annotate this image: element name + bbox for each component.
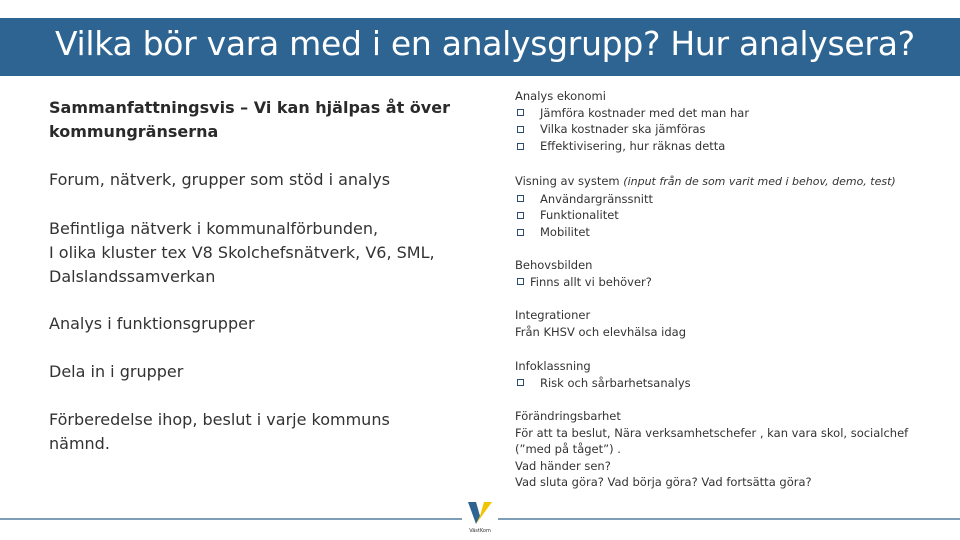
block-heading: Visning av system (input från de som varit med i behov, demo, test) xyxy=(515,174,896,188)
list-item: Mobilitet xyxy=(515,224,896,241)
list-item: Finns allt vi behöver? xyxy=(515,274,652,291)
checkbox-bullet-icon xyxy=(517,212,524,219)
left-item-preparation xyxy=(49,408,390,456)
left-item-networks xyxy=(49,217,435,289)
left-item-line: Forum, nätverk, grupper som stöd i analys xyxy=(49,170,391,189)
block-heading: Analys ekonomi xyxy=(515,89,606,103)
block-line: Från KHSV och elevhälsa idag xyxy=(515,324,687,339)
checkbox-bullet-icon xyxy=(517,379,524,386)
block-line: Integrationer xyxy=(515,308,591,322)
vastkom-logo xyxy=(462,500,498,540)
slide-title: Vilka bör vara med i en analysgrupp? Hur analysera? xyxy=(55,24,915,63)
left-item-line: Dela in i grupper xyxy=(49,362,184,381)
left-item-line: I olika kluster tex V8 Skolchefsnätverk, V6, SML, xyxy=(49,243,435,262)
block-line: Vad sluta göra? Vad börja göra? Vad fortsätta göra? xyxy=(515,475,812,490)
block-heading-note: (input från de som varit med i behov, demo, test) xyxy=(623,175,896,188)
left-item-divide-groups xyxy=(49,360,183,384)
logo-text: VästKom xyxy=(469,528,491,534)
block-integrations xyxy=(515,307,686,340)
checkbox-bullet-icon xyxy=(517,278,524,285)
block-heading: Behovsbilden xyxy=(515,258,593,272)
left-item-line: Analys i funktionsgrupper xyxy=(49,314,255,333)
block-system-demo xyxy=(515,173,896,240)
left-item-line: kommungränserna xyxy=(49,122,219,141)
vastkom-logo-icon xyxy=(462,500,498,528)
list-item: Funktionalitet xyxy=(515,207,896,224)
checkbox-bullet-icon xyxy=(517,109,524,116)
left-item-line: Sammanfattningsvis – Vi kan hjälpas åt över xyxy=(49,98,450,117)
left-item-function-groups xyxy=(49,312,255,336)
checkbox-bullet-icon xyxy=(517,143,524,150)
block-economy xyxy=(515,88,749,154)
checkbox-bullet-icon xyxy=(517,229,524,236)
block-line: För att ta beslut, Nära verksamhetschefer , kan vara skol, socialchef xyxy=(515,425,909,440)
left-item-summary xyxy=(49,96,450,144)
list-item: Effektivisering, hur räknas detta xyxy=(515,138,749,155)
list-item: Risk och sårbarhetsanalys xyxy=(515,375,691,392)
left-item-forum xyxy=(49,168,390,192)
block-info-classification xyxy=(515,358,691,391)
left-item-line: Befintliga nätverk i kommunalförbunden, xyxy=(49,219,379,238)
block-line: Förändringsbarhet xyxy=(515,409,621,423)
block-line: Vad händer sen? xyxy=(515,458,611,473)
block-heading: Infoklassning xyxy=(515,359,591,373)
left-item-line: nämnd. xyxy=(49,434,110,453)
left-item-line: Dalslandssamverkan xyxy=(49,267,216,286)
checkbox-bullet-icon xyxy=(517,195,524,202)
checkbox-bullet-icon xyxy=(517,126,524,133)
left-item-line: Förberedelse ihop, beslut i varje kommuns xyxy=(49,410,390,429)
block-needs xyxy=(515,257,652,290)
block-changeability xyxy=(515,408,908,491)
list-item: Vilka kostnader ska jämföras xyxy=(515,121,749,138)
list-item: Jämföra kostnader med det man har xyxy=(515,105,749,122)
list-item: Användargränssnitt xyxy=(515,191,896,208)
block-line: (”med på tåget”) . xyxy=(515,442,621,457)
